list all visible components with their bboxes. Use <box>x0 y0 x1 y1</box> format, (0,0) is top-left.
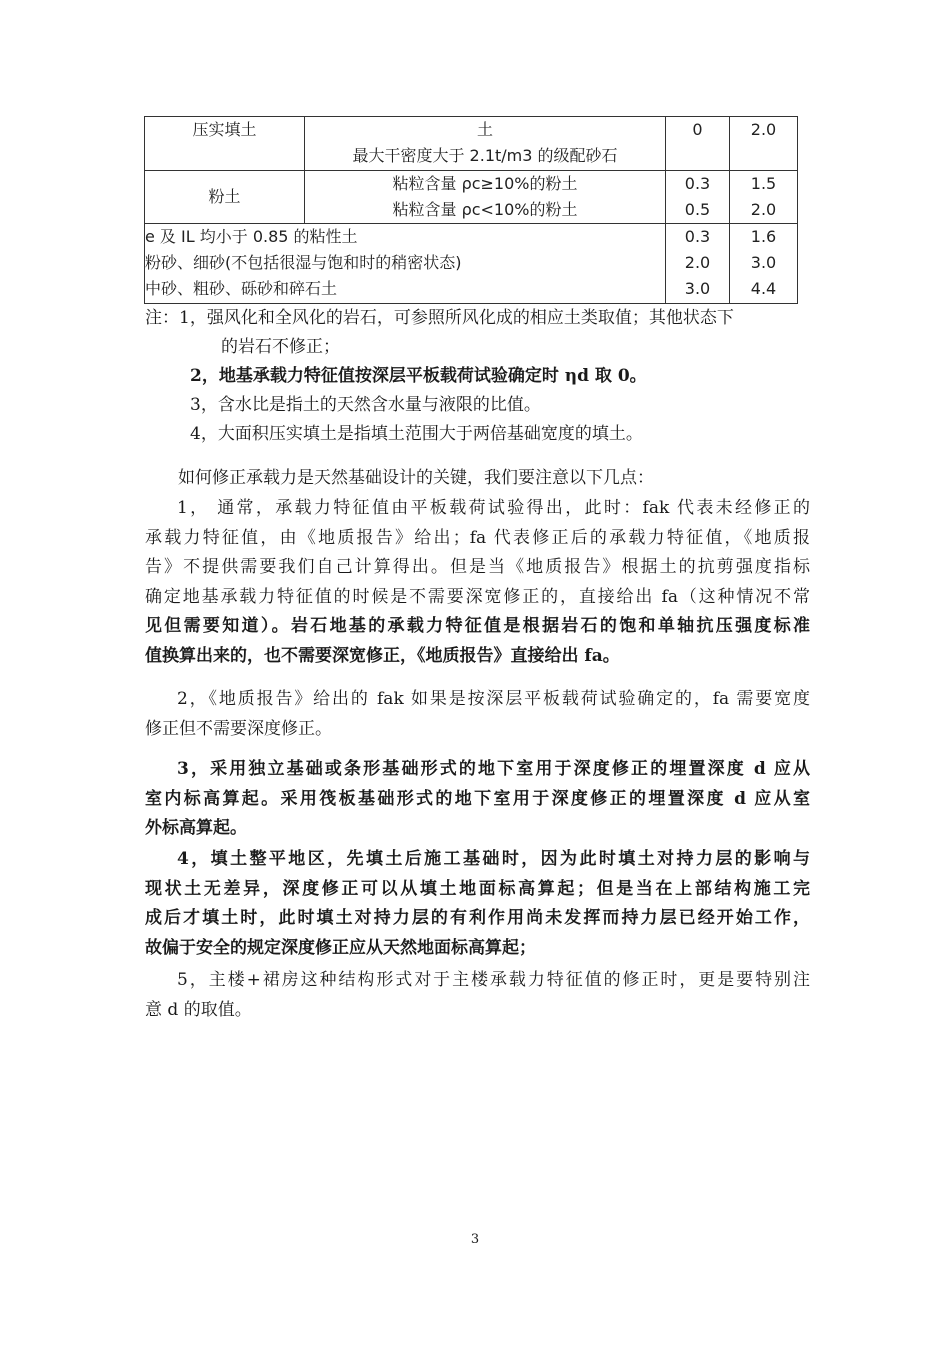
paragraph-line: 告》不提供需要我们自己计算得出。但是当《地质报告》根据土的抗剪强度指标 <box>145 557 810 577</box>
eta-d-value: 2.0 <box>750 200 777 219</box>
bearing-correction-table <box>144 116 798 304</box>
soil-desc: 中砂、粗砂、砾砂和碎石土 <box>145 279 338 298</box>
eta-b-value: 2.0 <box>684 253 711 272</box>
eta-d-value: 1.6 <box>750 227 777 246</box>
paragraph-line: 室内标高算起。采用筏板基础形式的地下室用于深度修正的埋置深度 d 应从室 <box>145 788 810 809</box>
table-note-3: 3，含水比是指土的天然含水量与液限的比值。 <box>190 395 541 415</box>
eta-d-cell <box>730 117 798 171</box>
soil-desc: 土 <box>476 120 493 139</box>
table-note-1-cont: 的岩石不修正； <box>221 337 340 357</box>
soil-name-cell <box>145 117 305 171</box>
paragraph-line: 3，采用独立基础或条形基础形式的地下室用于深度修正的埋置深度 d 应从 <box>177 759 810 779</box>
paragraph-line: 见但需要知道）。岩石地基的承载力特征值是根据岩石的饱和单轴抗压强度标准 <box>145 616 810 636</box>
soil-name-cell <box>145 171 305 224</box>
eta-d-cell <box>730 224 798 304</box>
soil-desc: 最大干密度大于 2.1t/m3 的级配砂石 <box>352 146 618 165</box>
paragraph-line: 值换算出来的，也不需要深宽修正，《地质报告》直接给出 fa。 <box>145 645 620 666</box>
paragraph-line: 1， 通常，承载力特征值由平板载荷试验得出，此时：fak 代表未经修正的 <box>177 498 810 518</box>
eta-d-value: 2.0 <box>750 120 777 139</box>
page-number: 3 <box>470 1232 480 1247</box>
soil-desc-cell <box>305 117 666 171</box>
paragraph-5 <box>145 966 810 1025</box>
paragraph-line: 承载力特征值，由《地质报告》给出；fa 代表修正后的承载力特征值，《地质报 <box>145 527 810 548</box>
table-note-1: 注：1，强风化和全风化的岩石，可参照所风化成的相应土类取值；其他状态下 <box>145 308 734 328</box>
paragraph-line: 现状土无差异，深度修正可以从填土地面标高算起；但是当在上部结构施工完 <box>145 878 810 899</box>
table-note-2: 2，地基承载力特征值按深层平板载荷试验确定时 ηd 取 0。 <box>190 366 647 386</box>
eta-b-cell <box>666 224 730 304</box>
paragraph-line: 2，《地质报告》给出的 fak 如果是按深层平板载荷试验确定的，fa 需要宽度 <box>177 689 810 709</box>
eta-b-value: 3.0 <box>684 279 711 298</box>
paragraph-line: 4，填土整平地区，先填土后施工基础时，因为此时填土对持力层的影响与 <box>177 849 810 869</box>
eta-b-value: 0.5 <box>684 200 711 219</box>
paragraph-line: 5，主楼+裙房这种结构形式对于主楼承载力特征值的修正时，更是要特别注 <box>177 970 810 990</box>
intro-paragraph: 如何修正承载力是天然基础设计的关键，我们要注意以下几点： <box>178 468 654 488</box>
paragraph-3 <box>145 755 810 844</box>
paragraph-2 <box>145 685 810 744</box>
soil-desc: 粉砂、细砂(不包括很湿与饱和时的稍密状态) <box>145 253 462 272</box>
paragraph-line: 故偏于安全的规定深度修正应从天然地面标高算起； <box>145 937 536 958</box>
eta-b-cell <box>666 117 730 171</box>
eta-d-value: 1.5 <box>750 174 777 193</box>
paragraph-line: 外标高算起。 <box>145 818 247 838</box>
eta-d-cell <box>730 171 798 224</box>
eta-b-value: 0.3 <box>684 227 711 246</box>
soil-name: 粉土 <box>208 187 241 206</box>
table-note-4: 4，大面积压实填土是指填土范围大于两倍基础宽度的填土。 <box>190 424 643 444</box>
soil-name: 压实填土 <box>192 120 257 139</box>
eta-d-value: 3.0 <box>750 253 777 272</box>
soil-desc-cell <box>305 171 666 224</box>
eta-b-value: 0 <box>692 120 703 139</box>
soil-desc: 粘粒含量 ρc<10%的粉土 <box>392 200 578 219</box>
paragraph-line: 修正但不需要深度修正。 <box>145 718 332 739</box>
paragraph-line: 成后才填土时，此时填土对持力层的有利作用尚未发挥而持力层已经开始工作， <box>145 908 810 928</box>
paragraph-line: 确定地基承载力特征值的时候是不需要深宽修正的，直接给出 fa（这种情况不常 <box>145 586 810 607</box>
soil-desc: e 及 IL 均小于 0.85 的粘性土 <box>145 227 358 246</box>
table-row <box>145 224 798 304</box>
paragraph-line: 意 d 的取值。 <box>145 999 252 1020</box>
eta-b-value: 0.3 <box>684 174 711 193</box>
soil-desc-cell <box>145 224 666 304</box>
eta-d-value: 4.4 <box>750 279 777 298</box>
soil-desc: 粘粒含量 ρc≥10%的粉土 <box>392 174 578 193</box>
paragraph-4 <box>145 845 810 963</box>
paragraph-1 <box>145 494 810 671</box>
table-row <box>145 171 798 224</box>
eta-b-cell <box>666 171 730 224</box>
table-row <box>145 117 798 171</box>
